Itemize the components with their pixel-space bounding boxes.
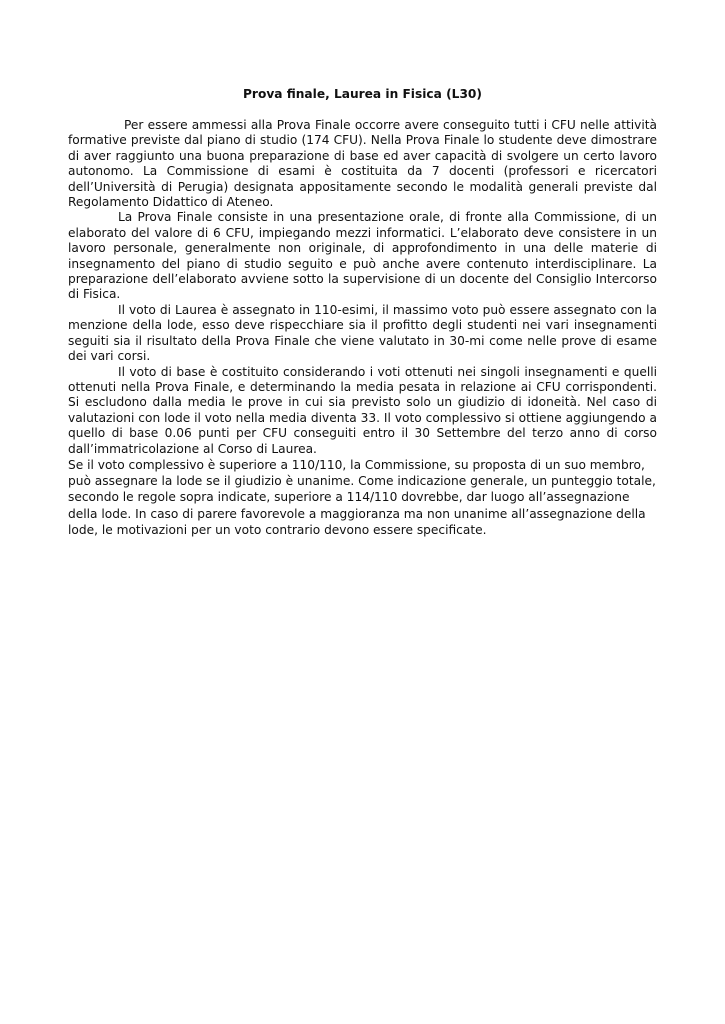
paragraph-degree-grade: Il voto di Laurea è assegnato in 110-esimi, il massimo voto può essere assegnato con la menzione della lode, esso deve rispecchiare sia il profitto degli studenti nei vari insegnamenti seguiti sia il risultato della Prova Finale che viene valutato in 30-mi come nelle prove di esame dei vari corsi. [68, 302, 657, 364]
document-title: Prova finale, Laurea in Fisica (L30) [243, 87, 482, 101]
paragraph-admission: Per essere ammessi alla Prova Finale occorre avere conseguito tutti i CFU nelle attività formative previste dal piano di studio (174 CFU). Nella Prova Finale lo studente deve dimostrare di aver raggiunto una buona preparazione di base ed aver capacità di svolgere un certo lavoro autonomo. La Commissione di esami è costituita da 7 docenti (professori e ricercatori dell’Università di Perugia) designata appositamente secondo le modalità generali previste dal Regolamento Didattico di Ateneo. [68, 118, 657, 210]
document-page [68, 86, 657, 538]
paragraph-final-exam: La Prova Finale consiste in una presentazione orale, di fronte alla Commissione, di un elaborato del valore di 6 CFU, impiegando mezzi informatici. L’elaborato deve consistere in un lavoro personale, generalmente non originale, di approfondimento in una delle materie di insegnamento del piano di studio seguito e può anche avere contenuto interdisciplinare. La preparazione dell’elaborato avviene sotto la supervisione di un docente del Consiglio Intercorso di Fisica. [68, 210, 657, 302]
paragraph-honors: Se il voto complessivo è superiore a 110/110, la Commissione, su proposta di un suo membro, può assegnare la lode se il giudizio è unanime. Come indicazione generale, un punteggio totale, secondo le regole sopra indicate, superiore a 114/110 dovrebbe, dar luogo all’assegnazione della lode. In caso di parere favorevole a maggioranza ma non unanime all’assegnazione della lode, le motivazioni per un voto contrario devono essere specificate. [68, 457, 656, 537]
paragraph-base-grade: Il voto di base è costituito considerando i voti ottenuti nei singoli insegnamenti e quelli ottenuti nella Prova Finale, e determinando la media pesata in relazione ai CFU corrispondenti. Si escludono dalla media le prove in cui sia previsto solo un giudizio di idoneità. Nel caso di valutazioni con lode il voto nella media diventa 33. Il voto complessivo si ottiene aggiungendo a quello di base 0.06 punti per CFU conseguiti entro il 30 Settembre del terzo anno di corso dall’immatricolazione al Corso di Laurea. [68, 364, 657, 456]
